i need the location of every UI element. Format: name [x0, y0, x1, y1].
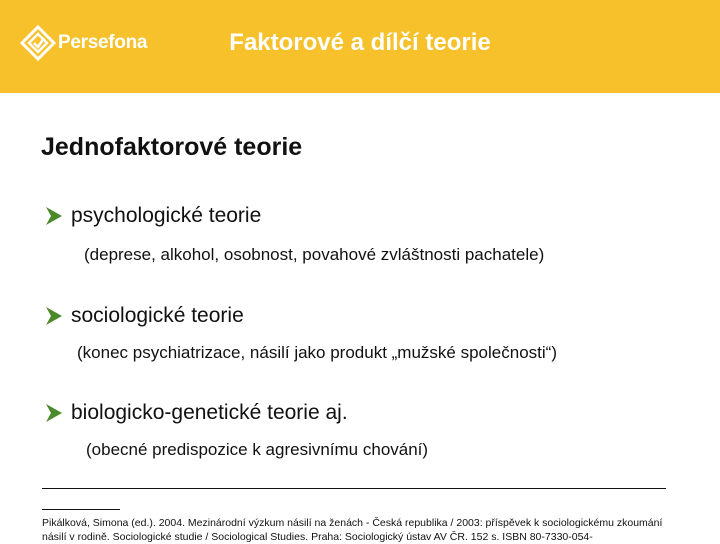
header-band [0, 0, 720, 93]
arrow-bullet-icon [44, 403, 64, 423]
item-label: biologicko-genetické teorie aj. [71, 401, 348, 424]
separator-line [42, 488, 666, 489]
page-title: Faktorové a dílčí teorie [229, 29, 491, 56]
item-note: (obecné predispozice k agresivnímu chování) [86, 440, 429, 459]
list-item [44, 304, 244, 328]
item-label: sociologické teorie [71, 304, 244, 327]
footnote: Pikálková, Simona (ed.). 2004. Mezinárodní výzkum násilí na ženách - Česká republika / 2003: příspěvek k sociologickému zkoumání násilí v rodině. Sociologické studie / Sociological Studies. Praha: Sociologický ústav AV ČR. 152 s. ISBN 80-7330-054- [42, 517, 663, 543]
list-item [44, 401, 348, 425]
arrow-bullet-icon [44, 206, 64, 226]
arrow-bullet-icon [44, 306, 64, 326]
item-note: (konec psychiatrizace, násilí jako produkt „mužské společnosti“) [77, 343, 557, 362]
list-item [44, 204, 261, 228]
item-note: (deprese, alkohol, osobnost, povahové zvláštnosti pachatele) [84, 245, 545, 264]
separator-line-short [42, 509, 120, 510]
logo-text: Persefona [58, 32, 148, 53]
section-heading: Jednofaktorové teorie [41, 133, 303, 161]
item-label: psychologické teorie [71, 204, 262, 227]
